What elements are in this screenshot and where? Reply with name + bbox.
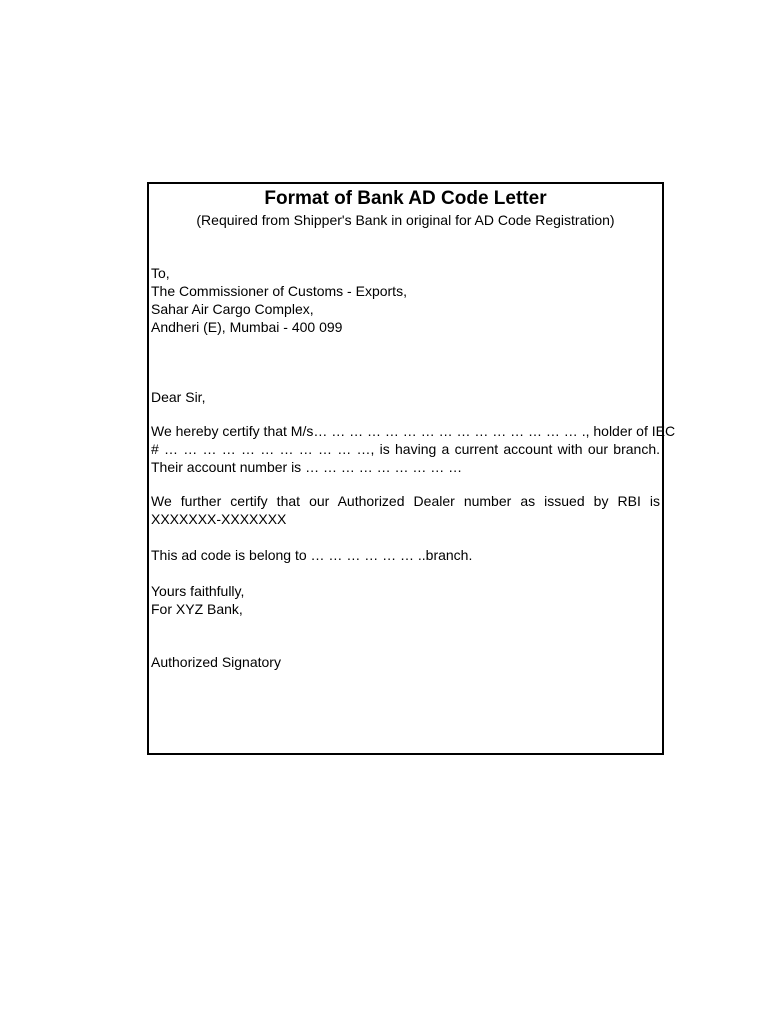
closing-line-1: Yours faithfully,	[151, 583, 245, 599]
address-line-3: Andheri (E), Mumbai - 400 099	[151, 319, 343, 335]
letter-subtitle: (Required from Shipper's Bank in original for AD Code Registration)	[196, 212, 615, 228]
address-line-1: The Commissioner of Customs - Exports,	[151, 283, 407, 299]
closing	[151, 582, 660, 618]
certification-line-2: # … … … … … … … … … … …, is having a current account with our branch.	[151, 441, 660, 457]
address-line-2: Sahar Air Cargo Complex,	[151, 301, 314, 317]
ad-number-value: XXXXXXX-XXXXXXX	[151, 511, 287, 527]
closing-line-2: For XYZ Bank,	[151, 601, 243, 617]
certification-line-3: Their account number is … … … … … … … … …	[151, 459, 463, 475]
recipient-address	[151, 264, 660, 336]
letter-title: Format of Bank AD Code Letter	[264, 188, 547, 209]
branch-paragraph: This ad code is belong to … … … … … … ..branch.	[151, 547, 473, 563]
certification-paragraph	[151, 422, 676, 476]
salutation: Dear Sir,	[151, 389, 206, 405]
ad-number-line-1: We further certify that our Authorized Dealer number as issued by RBI is	[151, 493, 660, 509]
certification-line-1: We hereby certify that M/s… … … … … … … … … … … … … … … ., holder of IEC	[151, 423, 676, 439]
letter-box	[147, 182, 676, 755]
ad-number-paragraph	[151, 492, 660, 528]
address-to: To,	[151, 265, 170, 281]
signatory: Authorized Signatory	[151, 654, 281, 670]
